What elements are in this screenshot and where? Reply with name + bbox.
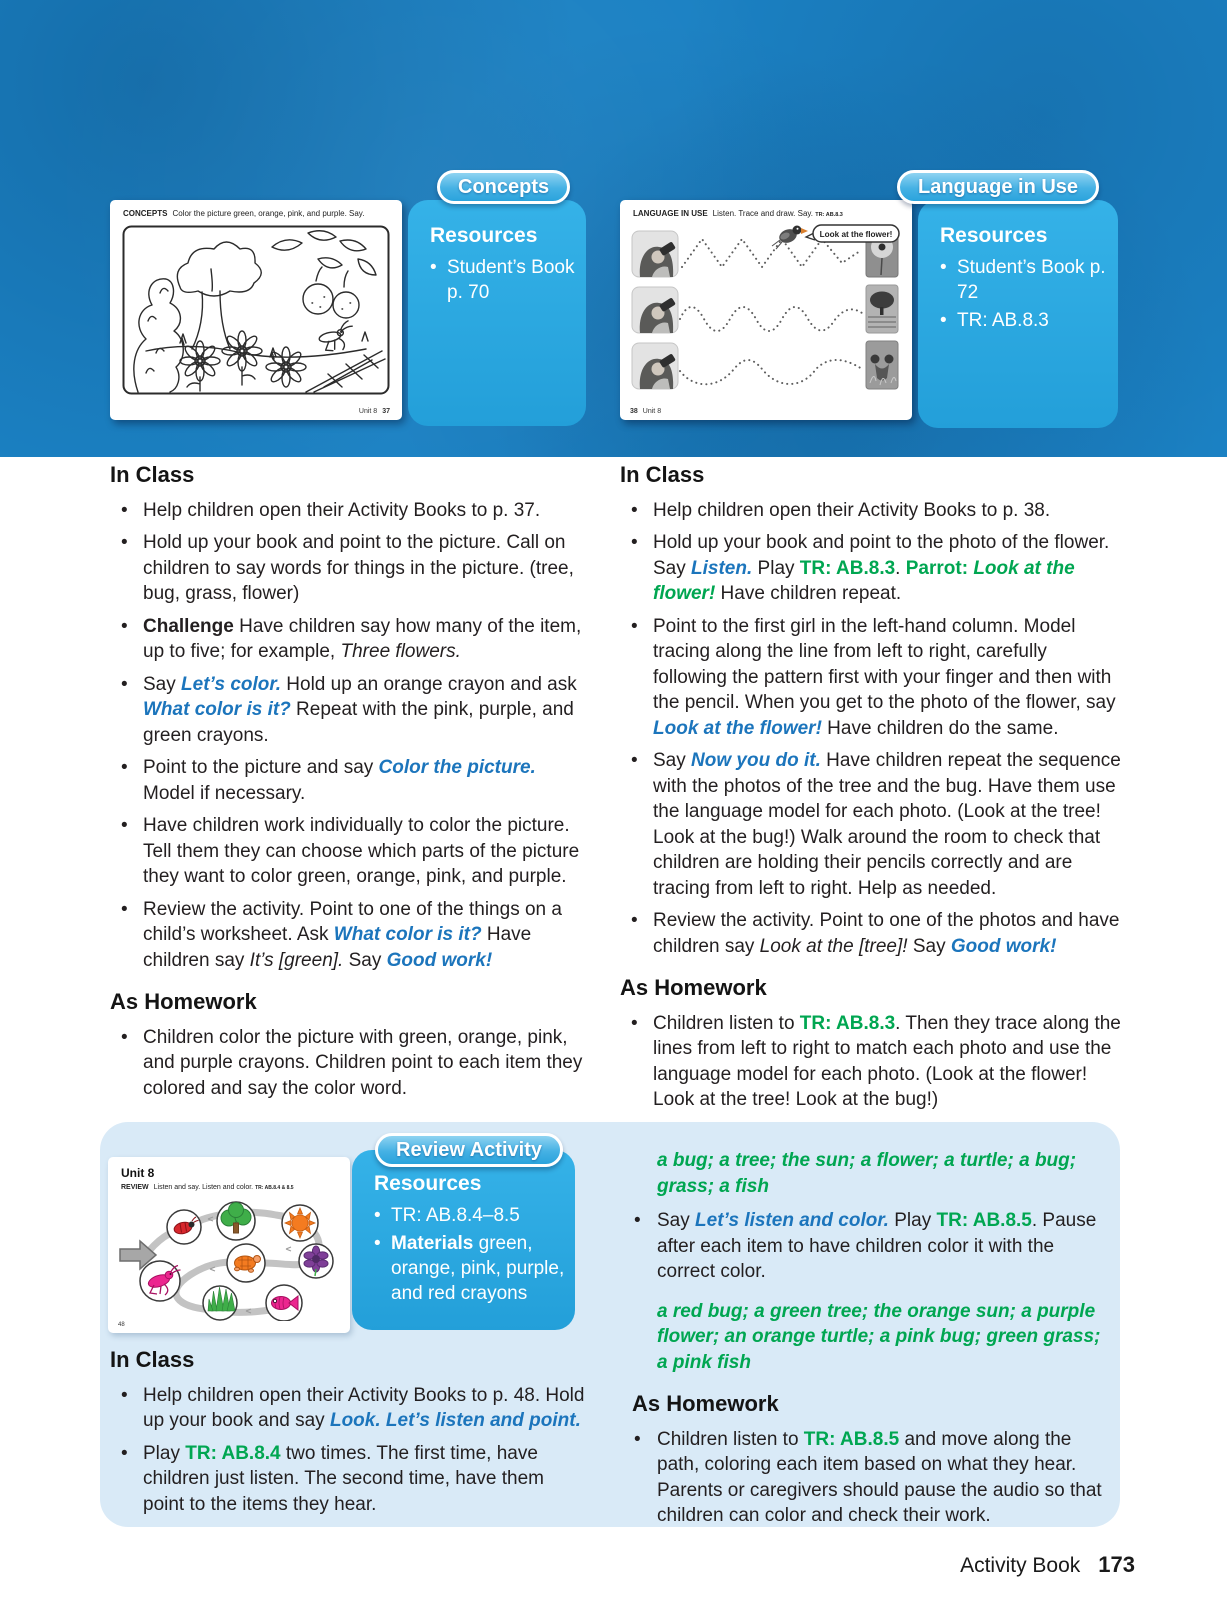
review-instructions-right-column	[632, 1146, 1108, 1543]
worksheet-unit: Unit 8	[358, 408, 378, 415]
homework-list	[632, 1427, 1108, 1529]
bullet-item: • Hold up your book and point to the photo of the flower. Say Listen. Play TR: AB.8.3. Parrot: Look at the flower! Have children repeat.	[620, 530, 1122, 607]
language-in-use-badge	[897, 170, 1099, 204]
resources-list	[940, 255, 1108, 333]
badge-label: Review Activity	[396, 1138, 542, 1161]
bullet-item: • Help children open their Activity Books to p. 37.	[110, 498, 590, 524]
review-list	[632, 1208, 1108, 1285]
footer-page-number: 173	[1098, 1552, 1135, 1577]
worksheet-kicker: LANGUAGE IN USE	[633, 209, 708, 218]
as-homework-heading: As Homework	[632, 1391, 779, 1416]
worksheet-instruction: Color the picture green, orange, pink, and purple. Say.	[172, 209, 365, 218]
worksheet-kicker: CONCEPTS	[123, 209, 168, 218]
bullet-item: • Review the activity. Point to one of the photos and have children say Look at the [tree]! Say Good work!	[620, 908, 1122, 959]
worksheet-header	[633, 209, 906, 220]
homework-list	[110, 1025, 590, 1102]
resource-item: • Materials green, orange, pink, purple, and red crayons	[374, 1231, 565, 1306]
worksheet-tr-label: TR: AB.8.4 & 8.5	[255, 1185, 294, 1191]
photo-tree	[866, 285, 898, 333]
resources-list	[430, 255, 576, 305]
orange-sun-icon	[285, 1208, 315, 1238]
bullet-item: • Children color the picture with green, orange, pink, and purple crayons. Children point to each item they colored and say the color word.	[110, 1025, 590, 1102]
bullet-item: • Play TR: AB.8.4 two times. The first time, have children just listen. The second time, have them point to the items they hear.	[110, 1441, 590, 1518]
worksheet-unit: Unit 8	[642, 408, 662, 415]
review-resources-panel	[352, 1150, 575, 1330]
concepts-worksheet-thumbnail	[110, 200, 402, 420]
bullet-item: • Point to the first girl in the left-hand column. Model tracing along the line from left to right, carefully following the pattern first with your finger and then with the pencil. When you get to the photo of the flower, say Look at the flower! Have children do the same.	[620, 614, 1122, 742]
worksheet-unit-title: Unit 8	[121, 1166, 155, 1180]
trace-lines	[680, 239, 862, 384]
in-class-list	[110, 1383, 590, 1518]
bullet-item: • Hold up your book and point to the picture. Call on children to say words for things in the picture. (tree, bug, grass, flower)	[110, 530, 590, 607]
bullet-item: • Challenge Have children say how many of the item, up to five; for example, Three flowers.	[110, 614, 590, 665]
resources-title: Resources	[374, 1172, 482, 1195]
page-footer	[960, 1552, 1135, 1578]
bullet-item: • Say Now you do it. Have children repeat the sequence with the photos of the tree and the bug. Have them use the language model for each photo. (Look at the tree! Look at the bug!) Walk around the room to check that children are holding their pencils correctly and are tracing from left to right. Help as needed.	[620, 748, 1122, 901]
bullet-item: • Children listen to TR: AB.8.5 and move along the path, coloring each item based on what they hear. Parents or caregivers should pause the audio so that children can color and check their work.	[632, 1427, 1108, 1529]
worksheet-header	[121, 1183, 344, 1193]
in-class-list	[110, 498, 590, 974]
concepts-badge	[437, 170, 570, 204]
bullet-item: • Review the activity. Point to one of the things on a child’s worksheet. Ask What color is it? Have children say It’s [green]. Say Good work!	[110, 897, 590, 974]
as-homework-heading: As Homework	[620, 975, 767, 1000]
bullet-item: • Children listen to TR: AB.8.3. Then they trace along the lines from left to right to match each photo and use the language model for each photo. (Look at the flower! Look at the tree! Look at the bug!)	[620, 1011, 1122, 1113]
worksheet-page-number: 38	[630, 408, 638, 415]
in-class-heading: In Class	[620, 462, 705, 487]
review-instructions-left-column	[110, 1347, 590, 1531]
speech-bubble	[806, 225, 899, 242]
worksheet-page-number: 37	[382, 408, 390, 415]
resources-title: Resources	[940, 224, 1048, 247]
bullet-item: • Say Let’s color. Hold up an orange crayon and ask What color is it? Repeat with the pink, purple, and green crayons.	[110, 672, 590, 749]
worksheet-instruction: Listen and say. Listen and color.	[153, 1184, 254, 1191]
resources-title: Resources	[430, 224, 538, 247]
bullet-item: • Have children work individually to color the picture. Tell them they can choose which parts of the picture they want to color green, orange, pink, and purple.	[110, 813, 590, 890]
audio-script-text: a red bug; a green tree; the orange sun; a purple flower; an orange turtle; a pink bug; green grass; a pink fish	[657, 1300, 1101, 1373]
worksheet-page-number: 48	[118, 1322, 125, 1328]
worksheet-header	[123, 209, 396, 219]
in-class-list	[620, 498, 1122, 960]
resource-item: • Student’s Book p. 70	[430, 255, 576, 305]
badge-label: Concepts	[458, 175, 550, 198]
resource-item: • Student’s Book p. 72	[940, 255, 1108, 305]
resource-item: • TR: AB.8.3	[940, 308, 1108, 333]
language-resources-panel	[918, 200, 1118, 428]
concepts-resources-panel	[408, 200, 586, 426]
footer-label: Activity Book	[960, 1554, 1081, 1577]
review-worksheet-thumbnail	[108, 1157, 350, 1333]
photo-bug	[866, 341, 898, 389]
as-homework-heading: As Homework	[110, 989, 257, 1014]
language-worksheet-art	[628, 223, 904, 395]
worksheet-tr-label: TR: AB.8.3	[815, 212, 843, 218]
resource-item: • TR: AB.8.4–8.5	[374, 1203, 565, 1228]
review-worksheet-art	[118, 1197, 340, 1321]
speech-bubble-text: Look at the flower!	[819, 230, 893, 239]
audio-script-text: a bug; a tree; the sun; a flower; a turtle; a bug; grass; a fish	[657, 1150, 1077, 1197]
bullet-item: • Point to the picture and say Color the picture. Model if necessary.	[110, 755, 590, 806]
homework-list	[620, 1011, 1122, 1113]
bullet-item: • Help children open their Activity Books to p. 48. Hold up your book and say Look. Let’s listen and point.	[110, 1383, 590, 1434]
resources-list	[374, 1203, 565, 1306]
in-class-heading: In Class	[110, 462, 195, 487]
language-worksheet-thumbnail	[620, 200, 912, 420]
bullet-item: • Help children open their Activity Books to p. 38.	[620, 498, 1122, 524]
worksheet-instruction: Listen. Trace and draw. Say.	[712, 209, 814, 218]
worksheet-footer	[359, 408, 390, 415]
worksheet-footer	[630, 408, 661, 415]
bullet-item: • Say Let’s listen and color. Play TR: AB.8.5. Pause after each item to have children color it with the correct color.	[632, 1208, 1108, 1285]
review-activity-badge	[375, 1133, 563, 1167]
badge-label: Language in Use	[918, 175, 1079, 198]
worksheet-kicker: REVIEW	[121, 1184, 149, 1191]
concepts-instructions-column	[110, 462, 590, 1115]
concepts-worksheet-art	[122, 225, 390, 395]
in-class-heading: In Class	[110, 1347, 195, 1372]
language-instructions-column	[620, 462, 1122, 1127]
